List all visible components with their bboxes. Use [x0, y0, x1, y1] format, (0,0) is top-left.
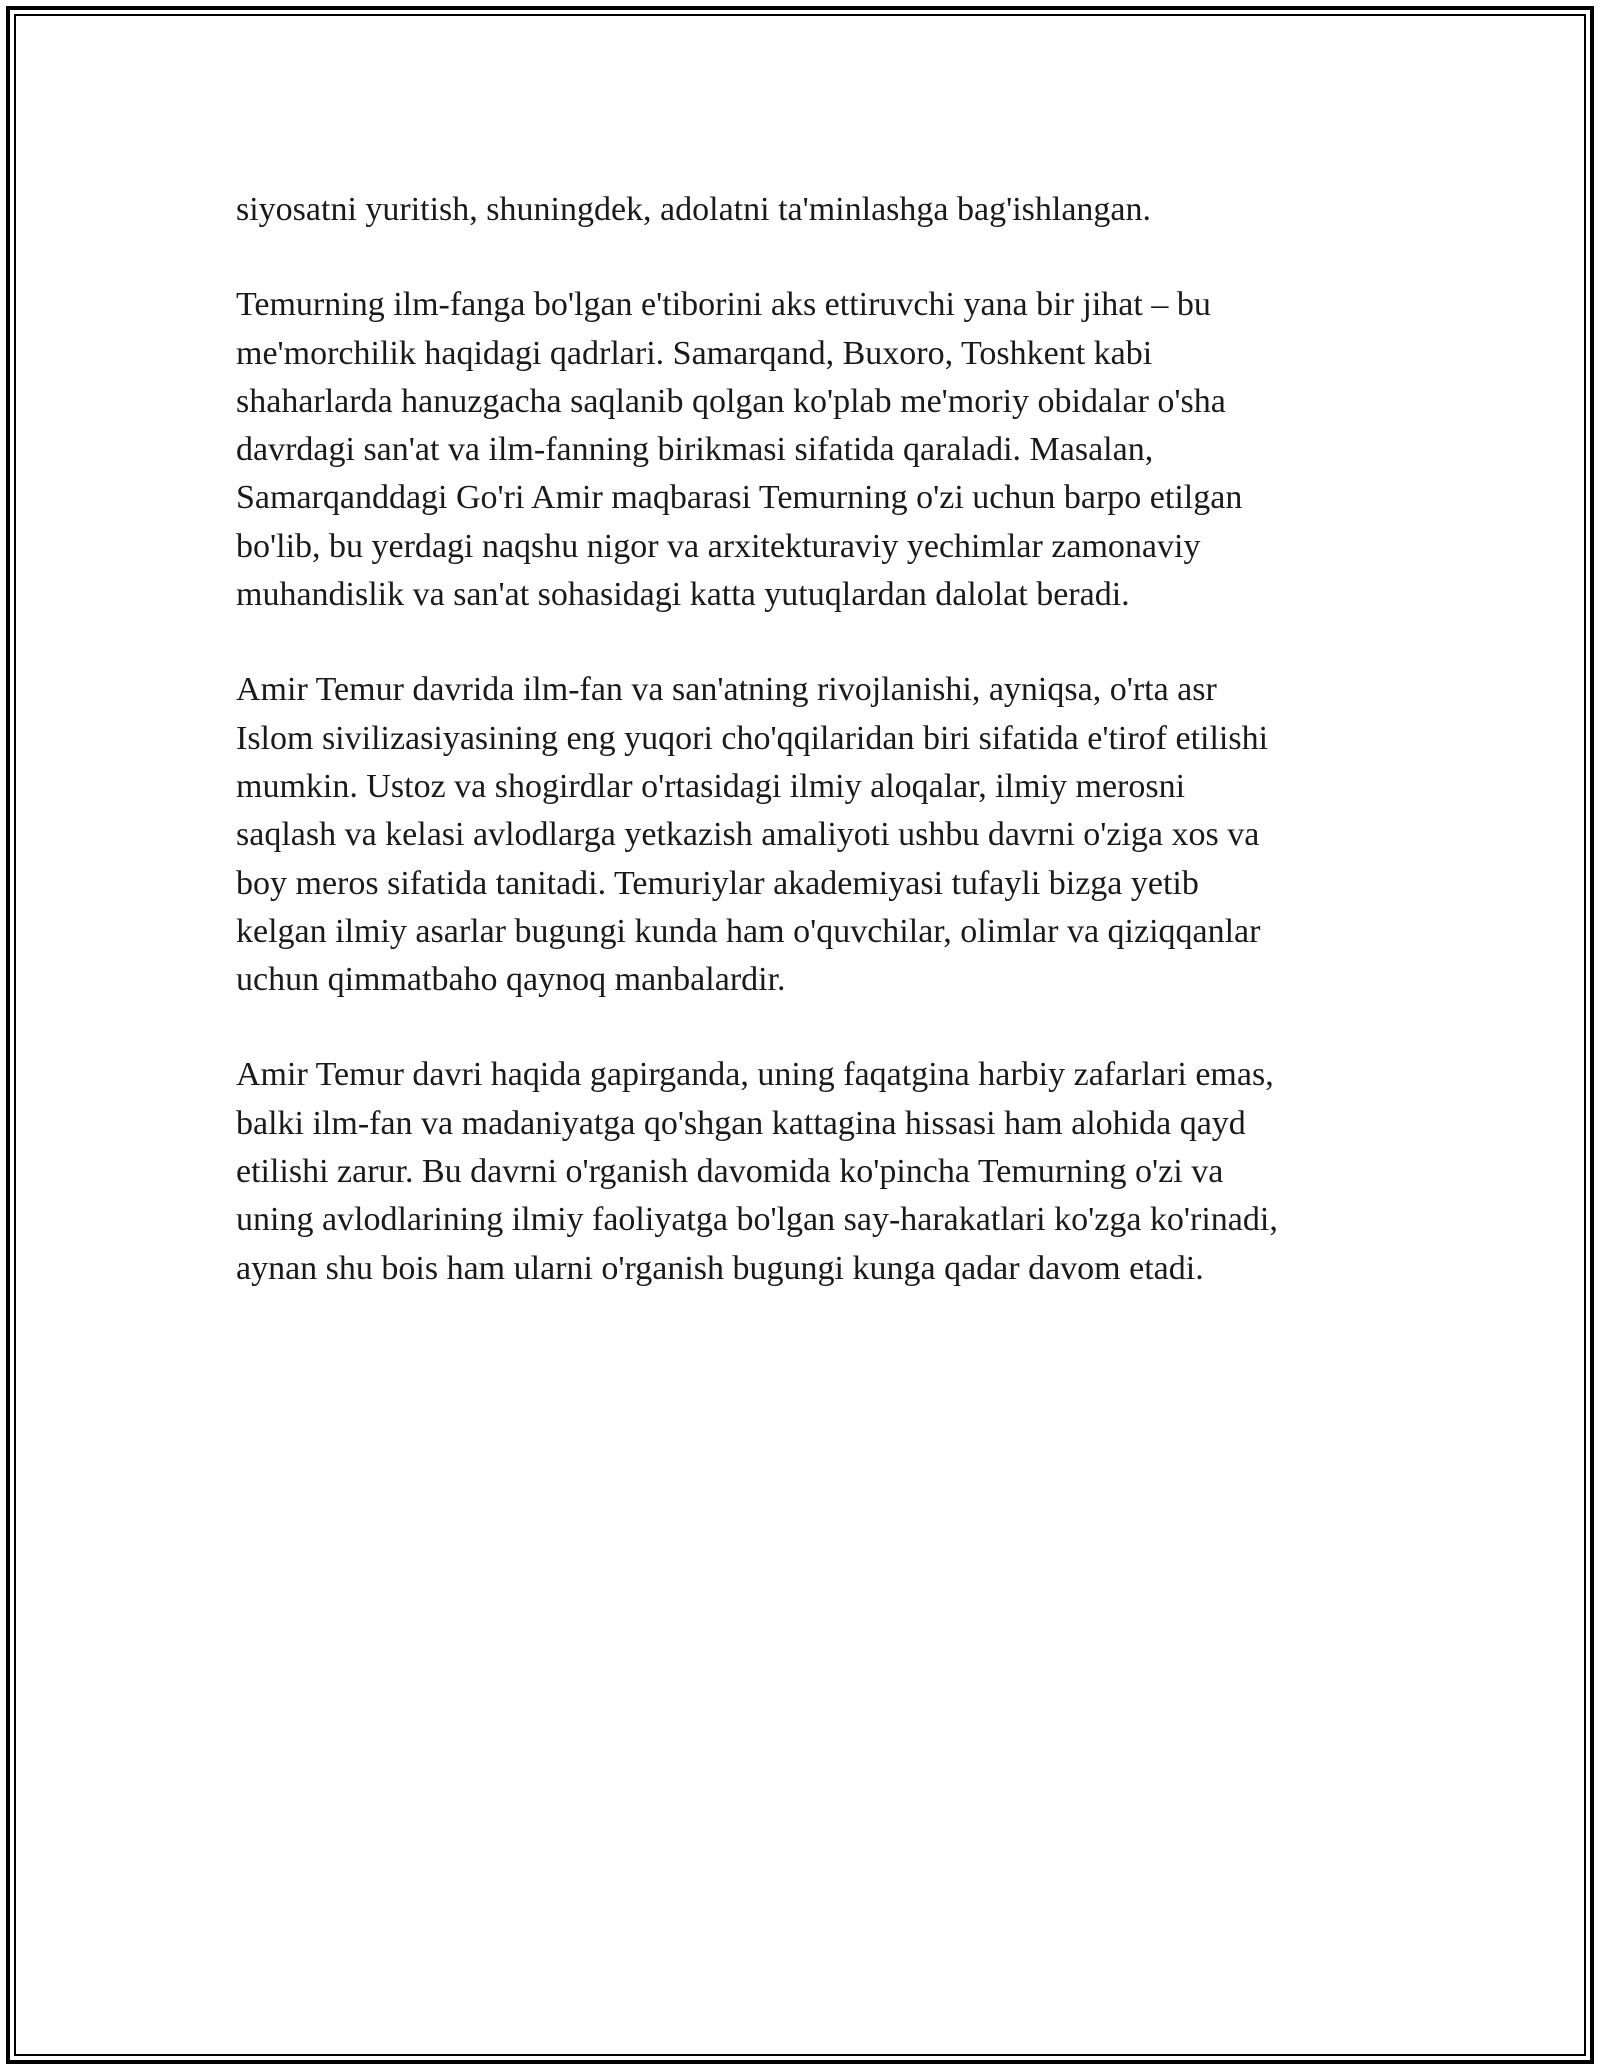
text-line: siyosatni yuritish, shuningdek, adolatni ta'minlashga bag'ishlangan. [236, 191, 1152, 228]
text-line: Samarqanddagi Go'ri Amir maqbarasi Temurning o'zi uchun barpo etilgan [236, 479, 1243, 517]
paragraph [236, 281, 1376, 619]
text-line: mumkin. Ustoz va shogirdlar o'rtasidagi ilmiy aloqalar, ilmiy merosni [236, 767, 1186, 805]
text-line: aynan shu bois ham ularni o'rganish bugungi kunga qadar davom etadi. [236, 1249, 1204, 1287]
text-line: uchun qimmatbaho qaynoq manbalardir. [236, 961, 786, 999]
paragraph [236, 1051, 1376, 1292]
text-line: davrdagi san'at va ilm-fanning birikmasi sifatida qaraladi. Masalan, [236, 431, 1154, 469]
paragraph [236, 186, 1376, 234]
text-line: uning avlodlarining ilmiy faoliyatga bo'lgan say-harakatlari ko'zga ko'rinadi, [236, 1201, 1278, 1239]
text-line: Islom sivilizasiyasining eng yuqori cho'qqilaridan biri sifatida e'tirof etilishi [236, 719, 1269, 757]
paragraph [236, 666, 1376, 1004]
text-line: muhandislik va san'at sohasidagi katta yutuqlardan dalolat beradi. [236, 576, 1130, 614]
text-line: etilishi zarur. Bu davrni o'rganish davomida ko'pincha Temurning o'zi va [236, 1153, 1224, 1191]
text-line: boy meros sifatida tanitadi. Temuriylar akademiyasi tufayli bizga yetib [236, 864, 1199, 902]
text-line: Temurning ilm-fanga bo'lgan e'tiborini aks ettiruvchi yana bir jihat – bu [236, 286, 1211, 324]
text-line: bo'lib, bu yerdagi naqshu nigor va arxitekturaviy yechimlar zamonaviy [236, 527, 1201, 565]
text-line: me'morchilik haqidagi qadrlari. Samarqand, Buxoro, Toshkent kabi [236, 334, 1153, 372]
text-line: balki ilm-fan va madaniyatga qo'shgan kattagina hissasi ham alohida qayd [236, 1104, 1246, 1142]
text-line: shaharlarda hanuzgacha saqlanib qolgan ko'plab me'moriy obidalar o'sha [236, 382, 1226, 420]
text-line: Amir Temur davri haqida gapirganda, uning faqatgina harbiy zafarlari emas, [236, 1056, 1274, 1094]
text-line: Amir Temur davrida ilm-fan va san'atning rivojlanishi, ayniqsa, o'rta asr [236, 671, 1217, 709]
text-line: saqlash va kelasi avlodlarga yetkazish amaliyoti ushbu davrni o'ziga xos va [236, 816, 1260, 854]
document-body [236, 186, 1376, 1340]
text-line: kelgan ilmiy asarlar bugungi kunda ham o'quvchilar, olimlar va qiziqqanlar [236, 912, 1261, 950]
